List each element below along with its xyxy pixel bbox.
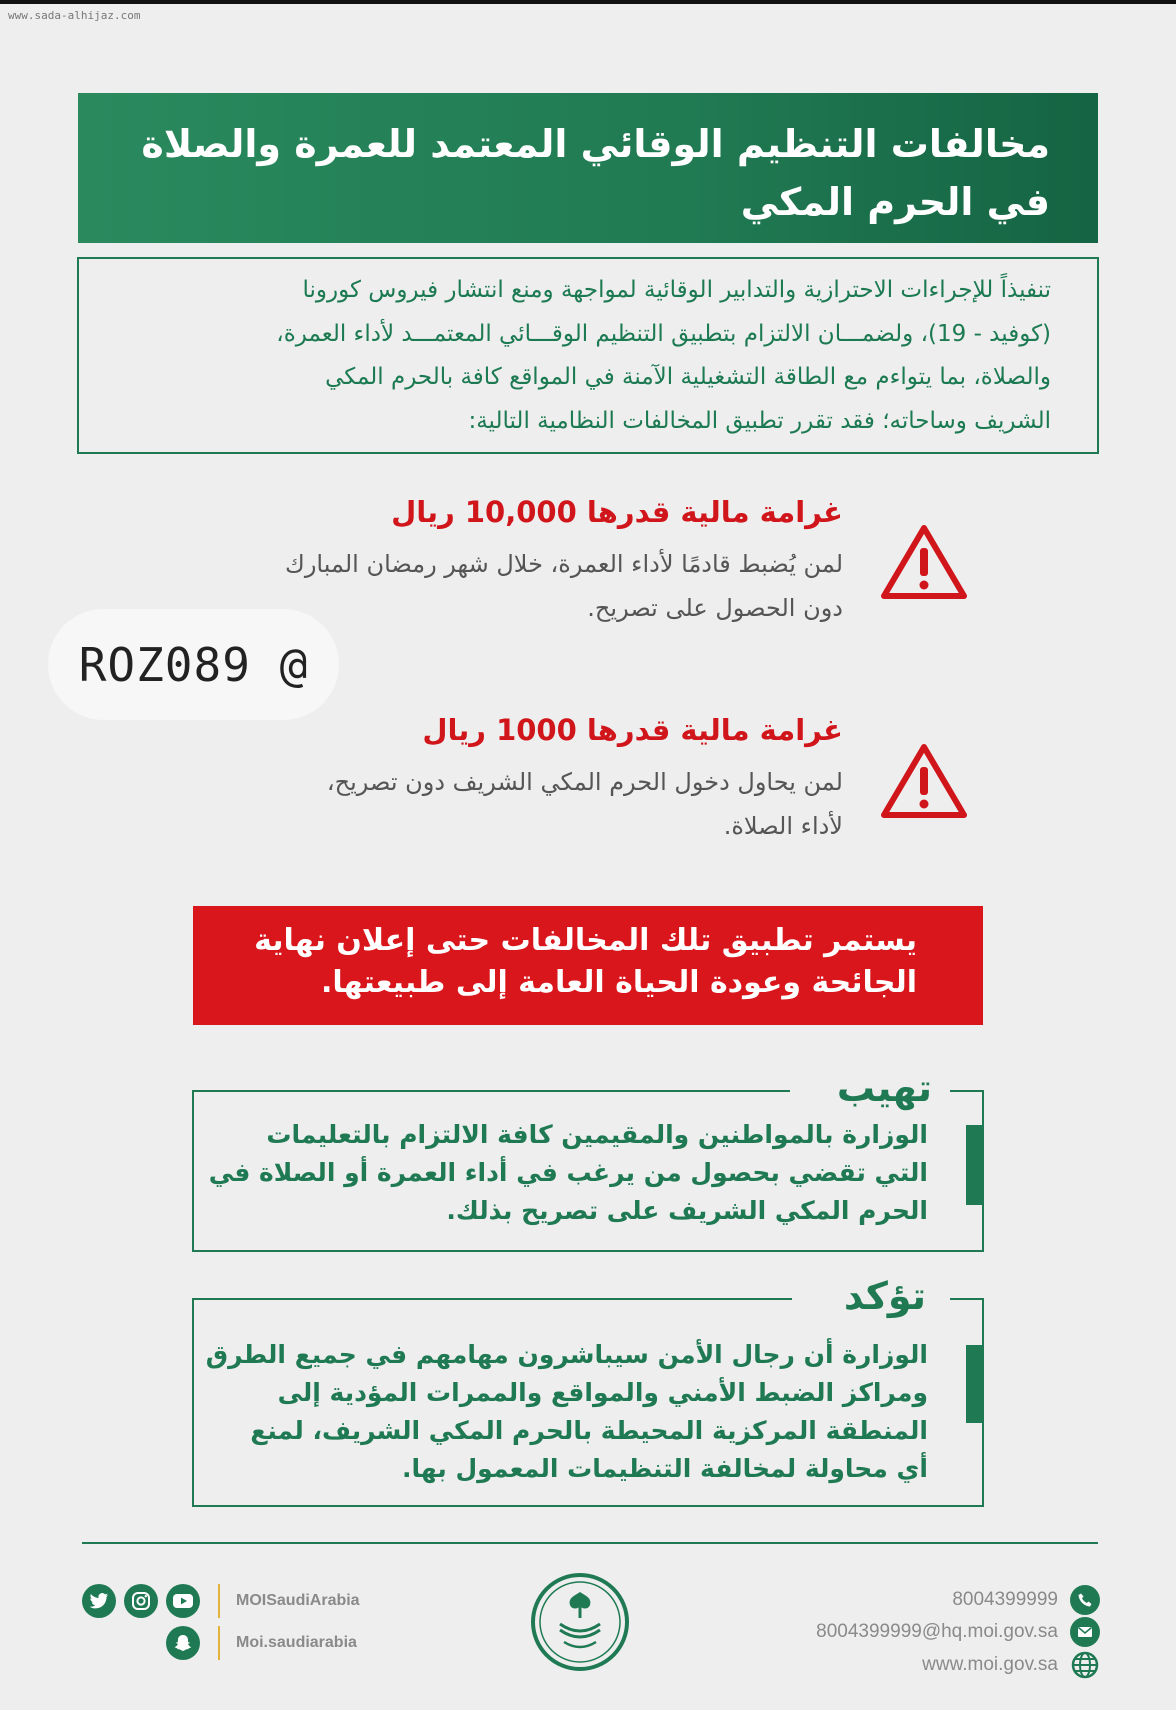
social-handle-pill: ROZ089 @ <box>48 609 339 720</box>
top-border <box>0 0 1176 4</box>
section-text <box>206 1336 928 1488</box>
contact-website[interactable] <box>922 1650 1100 1680</box>
fine-line: دون الحصول على تصريح. <box>587 594 843 622</box>
section-line: الوزارة بالمواطنين والمقيمين كافة الالتزام بالتعليمات <box>266 1120 928 1149</box>
twitter-icon[interactable] <box>82 1584 116 1618</box>
intro-line: (كوفيد - 19)، ولضمـــان الالتزام بتطبيق التنظيم الوقـــائي المعتمـــد لأداء العمرة، <box>276 320 1051 347</box>
intro-line: تنفيذاً للإجراءات الاحترازية والتدابير الوقائية لمواجهة ومنع انتشار فيروس كورونا <box>302 277 1051 303</box>
footer-separator <box>218 1626 220 1660</box>
footer-separator <box>218 1584 220 1618</box>
warning-triangle-icon <box>880 522 968 602</box>
social-row-2 <box>166 1626 357 1660</box>
phone-icon <box>1070 1585 1100 1615</box>
website-url[interactable]: www.moi.gov.sa <box>922 1654 1058 1675</box>
warning-triangle-icon <box>880 741 968 821</box>
email-address[interactable]: 8004399999@hq.moi.gov.sa <box>816 1621 1058 1642</box>
youtube-icon[interactable] <box>166 1584 200 1618</box>
instagram-icon[interactable] <box>124 1584 158 1618</box>
title-banner <box>78 93 1098 243</box>
email-icon <box>1070 1617 1100 1647</box>
snapchat-icon[interactable] <box>166 1626 200 1660</box>
fine-description <box>327 760 843 848</box>
footer-divider <box>82 1542 1098 1544</box>
section-line: ومراكز الضبط الأمني والمواقع والممرات المؤدية إلى <box>277 1378 928 1407</box>
phone-number[interactable]: 8004399999 <box>952 1589 1058 1610</box>
fine-description <box>285 542 843 630</box>
fine-title: غرامة مالية قدرها 1000 ريال <box>422 713 843 747</box>
section-top-rule <box>950 1298 984 1300</box>
social-handle-label[interactable]: MOISaudiArabia <box>236 1592 360 1609</box>
fine-line: لمن يُضبط قادمًا لأداء العمرة، خلال شهر رمضان المبارك <box>285 550 843 578</box>
fine-title: غرامة مالية قدرها 10,000 ريال <box>391 495 843 529</box>
section-text <box>209 1116 928 1230</box>
contact-email[interactable] <box>816 1617 1100 1647</box>
contact-phone[interactable] <box>952 1585 1100 1615</box>
title-line-1: مخالفات التنظيم الوقائي المعتمد للعمرة والصلاة <box>141 122 1050 166</box>
fine-line: لأداء الصلاة. <box>723 812 843 840</box>
section-line: المنطقة المركزية المحيطة بالحرم المكي الشريف، لمنع <box>250 1416 928 1445</box>
fine-line: لمن يحاول دخول الحرم المكي الشريف دون تصريح، <box>326 768 843 796</box>
fine-item-1 <box>285 492 843 630</box>
fine-item-2 <box>327 710 843 848</box>
social-handle-label[interactable]: Moi.saudiarabia <box>236 1634 357 1651</box>
title-line-2: في الحرم المكي <box>740 180 1050 224</box>
section-line: الحرم المكي الشريف على تصريح بذلك. <box>446 1196 928 1225</box>
section-heading: تهيب <box>836 1066 932 1110</box>
continuation-banner <box>193 906 983 1025</box>
social-row-1 <box>82 1584 360 1618</box>
section-top-rule <box>192 1298 792 1300</box>
emblem-icon <box>530 1572 630 1672</box>
section-accent-bar <box>966 1345 982 1423</box>
section-line: الوزارة أن رجال الأمن سيباشرون مهامهم في جميع الطرق <box>205 1340 928 1369</box>
intro-line: الشريف وساحاته؛ فقد تقرر تطبيق المخالفات النظامية التالية: <box>468 407 1051 434</box>
globe-icon <box>1070 1650 1100 1680</box>
section-line: التي تقضي بحصول من يرغب في أداء العمرة أو الصلاة في <box>208 1158 928 1187</box>
banner-line-1: يستمر تطبيق تلك المخالفات حتى إعلان نهاية <box>254 923 917 958</box>
section-accent-bar <box>966 1125 982 1205</box>
watermark: www.sada-alhijaz.com <box>8 9 141 22</box>
intro-box <box>77 257 1099 454</box>
section-line: أي محاولة لمخالفة التنظيمات المعمول بها. <box>402 1454 928 1483</box>
banner-line-2: الجائحة وعودة الحياة العامة إلى طبيعتها. <box>321 965 917 1000</box>
section-top-rule <box>192 1090 790 1092</box>
section-heading: تؤكد <box>843 1274 926 1318</box>
section-top-rule <box>950 1090 984 1092</box>
intro-line: والصلاة، بما يتواءم مع الطاقة التشغيلية الآمنة في المواقع كافة بالحرم المكي <box>325 364 1051 390</box>
